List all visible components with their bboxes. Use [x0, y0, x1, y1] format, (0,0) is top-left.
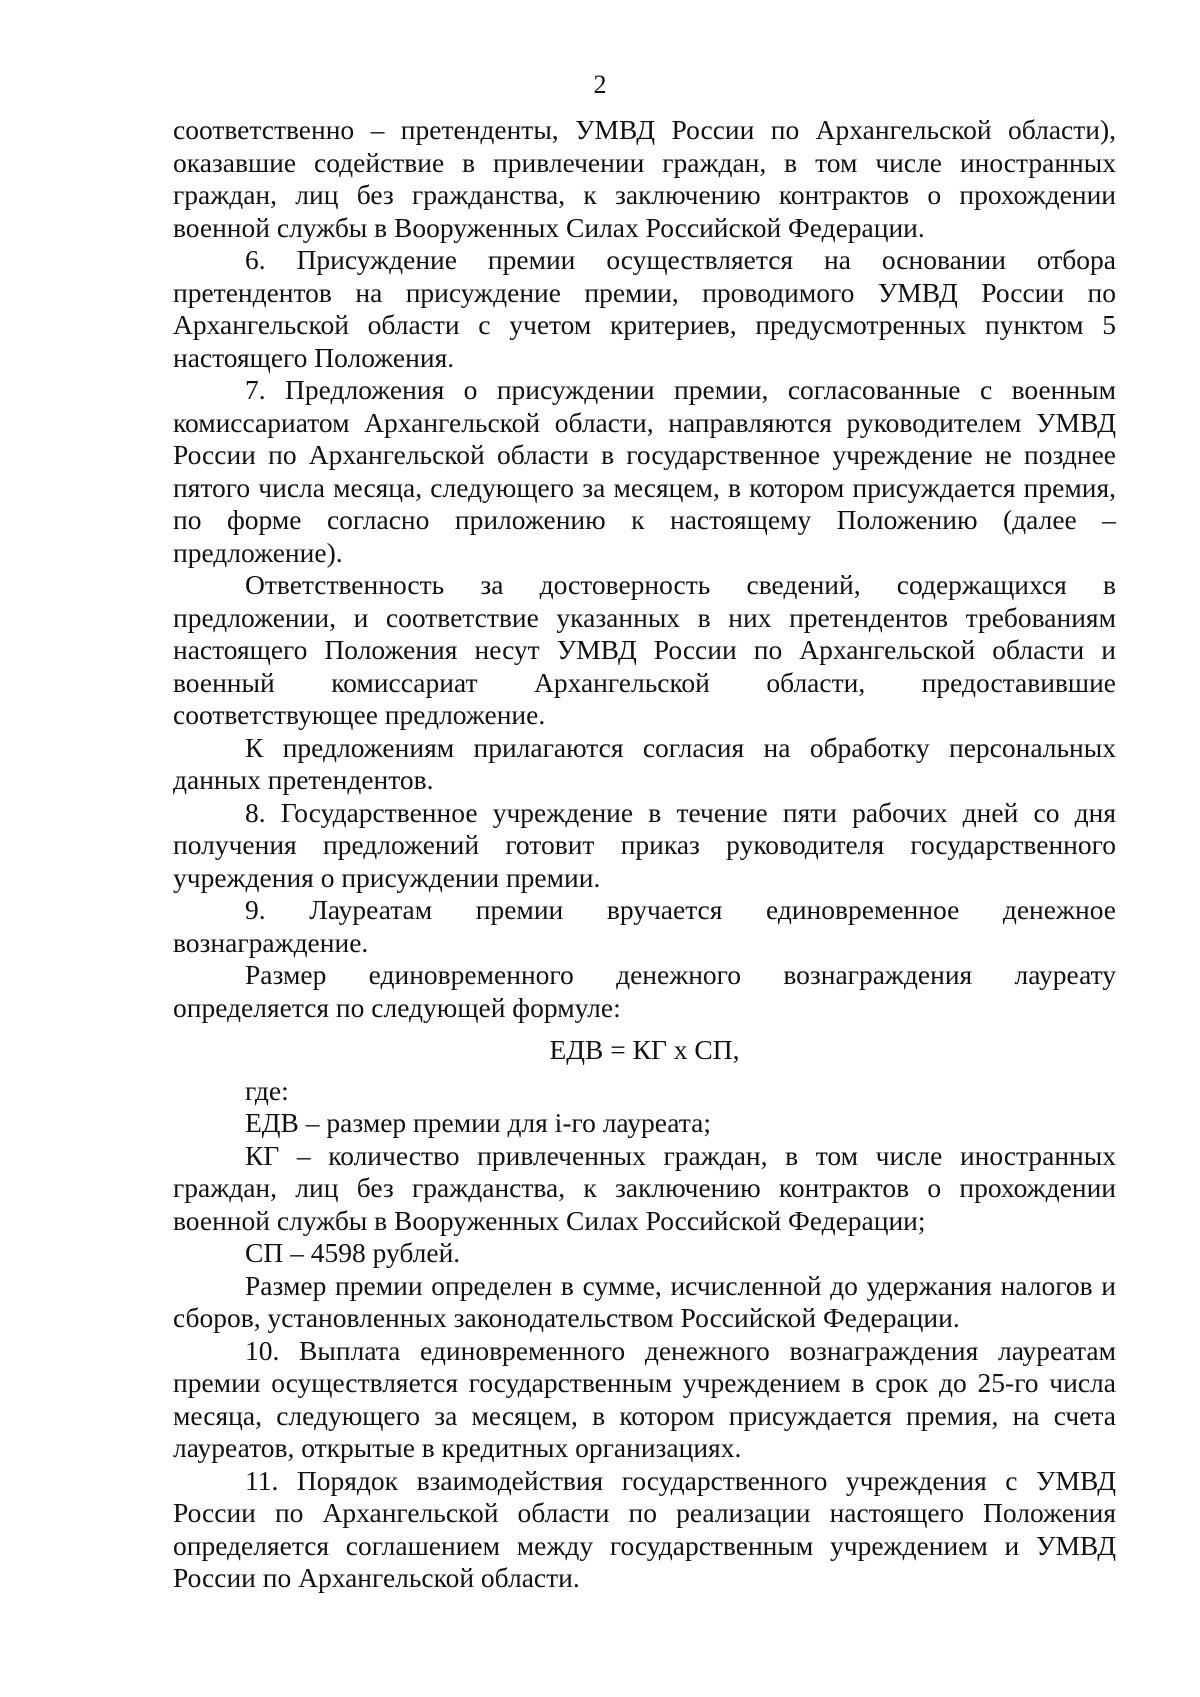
- paragraph-7: 7. Предложения о присуждении премии, согласованные с военным комиссариатом Архангельской области, направляются руководителем УМВД России по Архангельской области в государственное учреждение не позднее пятого числа месяца, следующего за месяцем, в котором присуждается премия, по форме согласно приложению к настоящему Положению (далее – предложение).: [173, 374, 1116, 568]
- paragraph-6: 6. Присуждение премии осуществляется на основании отбора претендентов на присуждение премии, проводимого УМВД России по Архангельской области с учетом критериев, предусмотренных пунктом 5 настоящего Положения.: [173, 244, 1116, 373]
- paragraph-where: где:: [245, 1074, 289, 1106]
- formula: ЕДВ = КГ х СП,: [549, 1034, 740, 1065]
- paragraph-7-consent: К предложениям прилагаются согласия на обработку персональных данных претендентов.: [173, 731, 1116, 795]
- document-body: [173, 114, 1116, 1595]
- paragraph-9-size: Размер единовременного денежного вознаграждения лауреату определяется по следующей формуле:: [173, 959, 1116, 1023]
- paragraph-11: 11. Порядок взаимодействия государственного учреждения с УМВД России по Архангельской области по реализации настоящего Положения определяется соглашением между государственным учреждением и УМВД России по Архангельской области.: [173, 1464, 1116, 1593]
- paragraph-7-responsibility: Ответственность за достоверность сведений, содержащихся в предложении, и соответствие указанных в них претендентов требованиям настоящего Положения несут УМВД России по Архангельской области и военный комиссариат Архангельской области, предоставившие соответствующее предложение.: [173, 569, 1116, 730]
- definition-sp: СП – 4598 рублей.: [245, 1237, 461, 1268]
- paragraph-9: 9. Лауреатам премии вручается единовременное денежное вознаграждение.: [173, 894, 1116, 958]
- definition-kg: КГ – количество привлеченных граждан, в том числе иностранных граждан, лиц без гражданства, к заключению контрактов о прохождении военной службы в Вооруженных Силах Российской Федерации;: [173, 1139, 1116, 1236]
- definition-edv: ЕДВ – размер премии для i-го лауреата;: [245, 1107, 711, 1138]
- page-number: 2: [593, 70, 607, 99]
- paragraph-continuation: соответственно – претенденты, УМВД России по Архангельской области), оказавшие содействие в привлечении граждан, в том числе иностранных граждан, лиц без гражданства, к заключению контрактов о прохождении военной службы в Вооруженных Силах Российской Федерации.: [173, 114, 1116, 243]
- paragraph-10: 10. Выплата единовременного денежного вознаграждения лауреатам премии осуществляется государственным учреждением в срок до 25-го числа месяца, следующего за месяцем, в котором присуждается премия, на счета лауреатов, открытые в кредитных организациях.: [173, 1334, 1116, 1463]
- paragraph-9-amount: Размер премии определен в сумме, исчисленной до удержания налогов и сборов, установленных законодательством Российской Федерации.: [173, 1269, 1116, 1333]
- paragraph-8: 8. Государственное учреждение в течение пяти рабочих дней со дня получения предложений готовит приказ руководителя государственного учреждения о присуждении премии.: [173, 796, 1116, 893]
